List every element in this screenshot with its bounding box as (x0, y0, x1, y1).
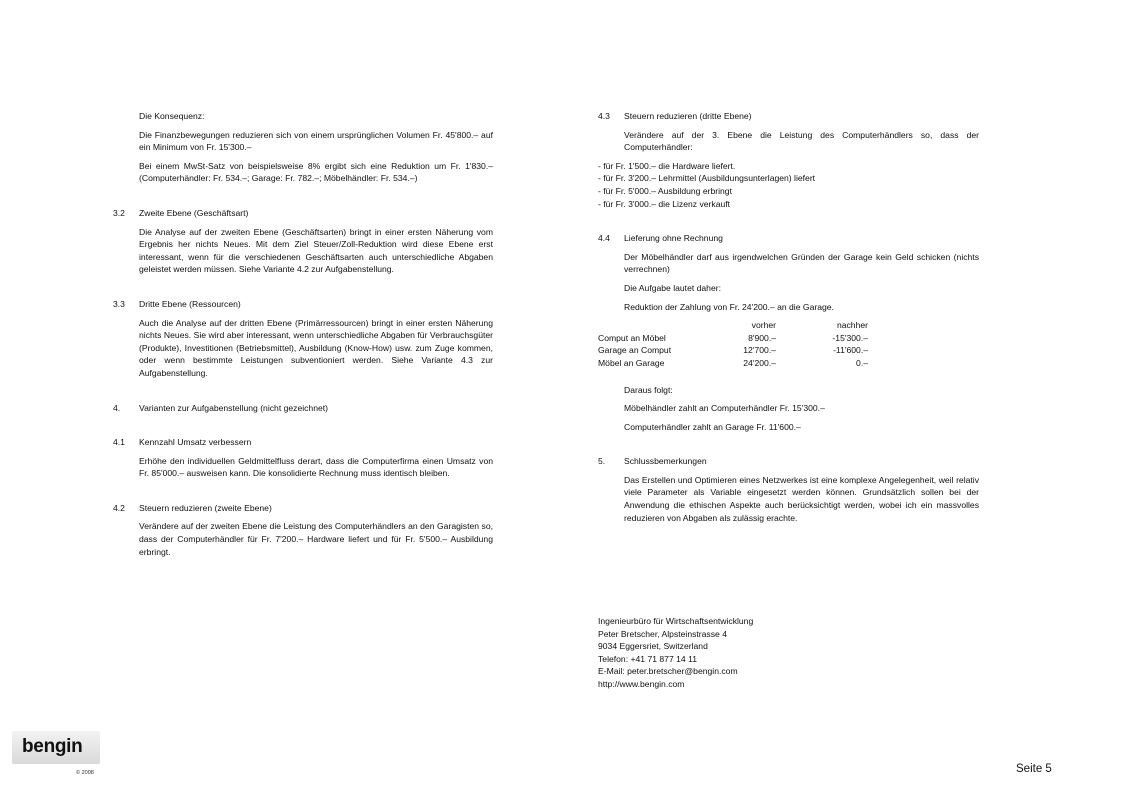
section-heading (113, 502, 493, 515)
list-item: - für Fr. 3'200.– Lehrmittel (Ausbildungsunterlagen) liefert (598, 173, 816, 184)
section-title: Steuern reduzieren (dritte Ebene) (624, 111, 752, 121)
table-row (598, 344, 868, 357)
table-header (598, 319, 728, 332)
table-cell: Garage an Comput (598, 345, 672, 356)
section-5 (598, 455, 979, 524)
section-heading (113, 436, 493, 449)
paragraph: Die Analyse auf der zweiten Ebene (Geschäftsarten) bringt in einer ersten Näherung vom Ergebnis her nichts Neues. Mit dem Ziel Steuer/Zoll-Reduktion wird diese Ebene erst interessant, wenn für die verschiedenen Geschäftsarten auch unterschiedliche Abgaben geleistet werden müssen. Siehe Variante 4.2 zur Aufgabenstellung. (139, 226, 493, 275)
table-row (598, 332, 868, 345)
section-title: Die Konsequenz: (139, 111, 205, 121)
table-cell: -11'600.– (833, 345, 868, 356)
table-header: vorher (751, 320, 776, 331)
table-header-row (598, 319, 868, 332)
section-4-1 (113, 436, 493, 480)
paragraph: Das Erstellen und Optimieren eines Netzwerkes ist eine komplexe Angelegenheit, weil relativ viele Parameter als Variable eingesetzt werden können. Grundsätzlich sollen bei der Anwendung die ethischen Aspekte auch berücksichtigt werden, wobei ich ein massvolles reduzieren von Abgaben als zulässig erachte. (624, 474, 979, 523)
section-heading (598, 232, 979, 245)
paragraph: Verändere auf der 3. Ebene die Leistung des Computerhändlers so, dass der Computerhändler: (624, 129, 979, 153)
contact-email[interactable]: E-Mail: peter.bretscher@bengin.com (598, 666, 738, 677)
paragraph: Bei einem MwSt-Satz von beispielsweise 8% ergibt sich eine Reduktion um Fr. 1'830.– (Computerhändler: Fr. 534.–; Garage: Fr. 782.–; Möbelhändler: Fr. 534.–) (139, 160, 493, 184)
contact-line: Ingenieurbüro für Wirtschaftsentwicklung (598, 616, 754, 626)
paragraph: Verändere auf der zweiten Ebene die Leistung des Computerhändlers an den Garagisten so, dass der Computerhändler für Fr. 7'200.– Hardware liefert und für Fr. 5'500.– Ausbildung erbringt. (139, 521, 493, 557)
contact-phone: Telefon: +41 71 877 14 11 (598, 653, 697, 664)
paragraph: Erhöhe den individuellen Geldmittelfluss derart, dass die Computerfirma einen Umsatz von Fr. 85'000.– ausweisen kann. Die konsolidierte Rechnung muss identisch bleiben. (139, 455, 493, 479)
section-4-4 (598, 232, 979, 433)
section-3-3 (113, 298, 493, 380)
section-number: 4.4 (598, 233, 610, 244)
contact-line: 9034 Eggersriet, Switzerland (598, 641, 708, 652)
section-consequence (113, 110, 493, 185)
table-header: nachher (836, 320, 868, 331)
list-item: - für Fr. 1'500.– die Hardware liefert. (598, 160, 736, 171)
section-number: 3.3 (113, 298, 125, 309)
section-heading (113, 402, 493, 415)
list-item: - für Fr. 5'000.– Ausbildung erbringt (598, 185, 732, 196)
section-3-2 (113, 207, 493, 276)
paragraph: Möbelhändler zahlt an Computerhändler Fr. 15'300.– (624, 403, 825, 414)
table-cell: Comput an Möbel (598, 332, 666, 343)
section-heading (598, 110, 979, 123)
section-title: Kennzahl Umsatz verbessern (139, 437, 252, 448)
section-number: 4.3 (598, 111, 610, 121)
bullet-list (598, 160, 979, 210)
section-title: Dritte Ebene (Ressourcen) (139, 298, 241, 309)
page-number: Seite 5 (1016, 763, 1052, 775)
section-heading (113, 298, 493, 311)
contact-block (598, 615, 898, 691)
section-title: Lieferung ohne Rechnung (624, 233, 723, 244)
left-column (113, 110, 493, 580)
section-heading (113, 207, 493, 220)
section-4 (113, 402, 493, 415)
paragraph: Computerhändler zahlt an Garage Fr. 11'600.– (624, 421, 801, 432)
section-number: 4. (113, 402, 121, 413)
section-heading (598, 455, 979, 468)
payment-table (598, 319, 868, 369)
contact-line: Peter Bretscher, Alpsteinstrasse 4 (598, 628, 727, 639)
section-number: 4.1 (113, 437, 125, 448)
logo (12, 731, 100, 764)
table-cell: 12'700.– (743, 345, 776, 356)
section-title: Schlussbemerkungen (624, 456, 707, 467)
right-column (598, 110, 979, 546)
section-title: Varianten zur Aufgabenstellung (nicht gezeichnet) (139, 402, 329, 413)
section-title: Steuern reduzieren (zweite Ebene) (139, 502, 272, 513)
table-cell: 8'900.– (748, 332, 776, 343)
logo-text: bengin (22, 736, 83, 757)
section-4-2 (113, 502, 493, 558)
paragraph: Die Aufgabe lautet daher: (624, 282, 721, 293)
table-cell: 24'200.– (743, 357, 776, 368)
section-number: 3.2 (113, 207, 125, 218)
paragraph: Auch die Analyse auf der dritten Ebene (Primärressourcen) bringt in einer ersten Näherung nichts Neues. Sie wird aber interessant, wenn unterschiedliche Abgaben für Verbrauchsgüter (Produkte), Investitionen (Betriebsmittel), Ausbildung (Know-How) usw. zum Zuge kommen, oder wenn bestimmte Leistungen subventioniert werden. Siehe Variante 4.3 zur Aufgabenstellung. (139, 317, 493, 378)
table-cell: -15'300.– (832, 332, 868, 343)
paragraph: Daraus folgt: (624, 384, 673, 395)
section-number: 5. (598, 456, 606, 467)
table-cell: 0.– (856, 357, 868, 368)
copyright: © 2008 (76, 770, 94, 776)
contact-website-link[interactable]: http://www.bengin.com (598, 678, 685, 689)
section-4-3 (598, 110, 979, 210)
section-title: Zweite Ebene (Geschäftsart) (139, 207, 249, 218)
section-number: 4.2 (113, 502, 125, 513)
paragraph: Die Finanzbewegungen reduzieren sich von einem ursprünglichen Volumen Fr. 45'800.– auf ein Minimum von Fr. 15'300.– (139, 129, 493, 153)
paragraph: Der Möbelhändler darf aus irgendwelchen Gründen der Garage kein Geld schicken (nichts verrechnen) (624, 251, 979, 275)
table-cell: Möbel an Garage (598, 357, 665, 368)
list-item: - für Fr. 3'000.– die Lizenz verkauft (598, 198, 731, 209)
table-row (598, 357, 868, 370)
paragraph: Reduktion der Zahlung von Fr. 24'200.– an die Garage. (624, 301, 834, 312)
